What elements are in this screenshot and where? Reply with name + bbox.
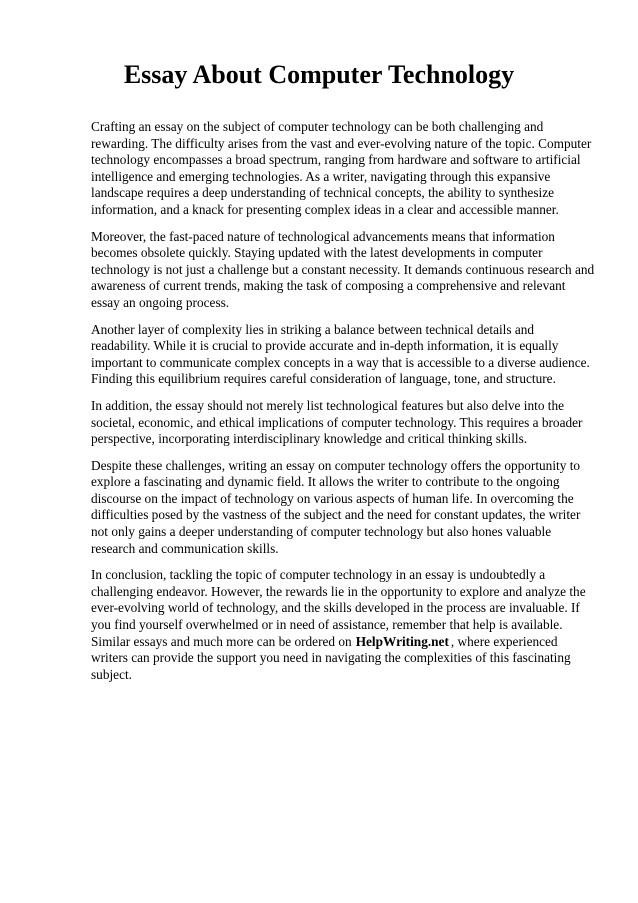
conclusion-text-after-link: , where experienced writers can provide the support you need in navigating the complexities of this fascinating subject. <box>91 633 571 682</box>
paragraph-5: Despite these challenges, writing an essay on computer technology offers the opportunity to explore a fascinating and dynamic field. It allows the writer to contribute to the ongoing discourse on the impact of technology on various aspects of human life. In overcoming the difficulties posed by the vastness of the subject and the need for constant updates, the writer not only gains a deeper understanding of computer technology but also hones valuable research and communication skills. <box>91 457 581 556</box>
paragraph-1: Crafting an essay on the subject of computer technology can be both challenging and rewarding. The difficulty arises from the vast and ever-evolving nature of the topic. Computer technology encompasses a broad spectrum, ranging from hardware and software to artificial intelligence and emerging technologies. As a writer, navigating through this expansive landscape requires a deep understanding of technical concepts, the ability to synthesize information, and a knack for presenting complex ideas in a clear and accessible manner. <box>91 119 592 217</box>
page-title: Essay About Computer Technology <box>123 60 515 89</box>
paragraph-3: Another layer of complexity lies in striking a balance between technical details and readability. While it is crucial to provide accurate and in-depth information, it is equally important to communicate complex concepts in a way that is accessible to a diverse audience. Finding this equilibrium requires careful consideration of language, tone, and structure. <box>91 321 590 387</box>
essay-body <box>91 119 596 693</box>
conclusion-text-before-link: In conclusion, tackling the topic of computer technology in an essay is undoubtedly a challenging endeavor. However, the rewards lie in the opportunity to explore and analyze the ever-evolving world of technology, and the skills developed in the process are invaluable. If you find yourself overwhelmed or in need of assistance, remember that help is available. Similar essays and much more can be ordered on <box>91 567 586 649</box>
helpwriting-link[interactable]: HelpWriting.net <box>355 633 449 649</box>
paragraph-4: In addition, the essay should not merely list technological features but also delve into the societal, economic, and ethical implications of computer technology. This requires a broader perspective, incorporating interdisciplinary knowledge and critical thinking skills. <box>91 397 583 447</box>
paragraph-conclusion <box>91 567 596 683</box>
paragraph-2: Moreover, the fast-paced nature of technological advancements means that information becomes obsolete quickly. Staying updated with the latest developments in computer technology is not just a challenge but a constant necessity. It demands continuous research and awareness of current trends, making the task of composing a comprehensive and relevant essay an ongoing process. <box>91 228 595 310</box>
